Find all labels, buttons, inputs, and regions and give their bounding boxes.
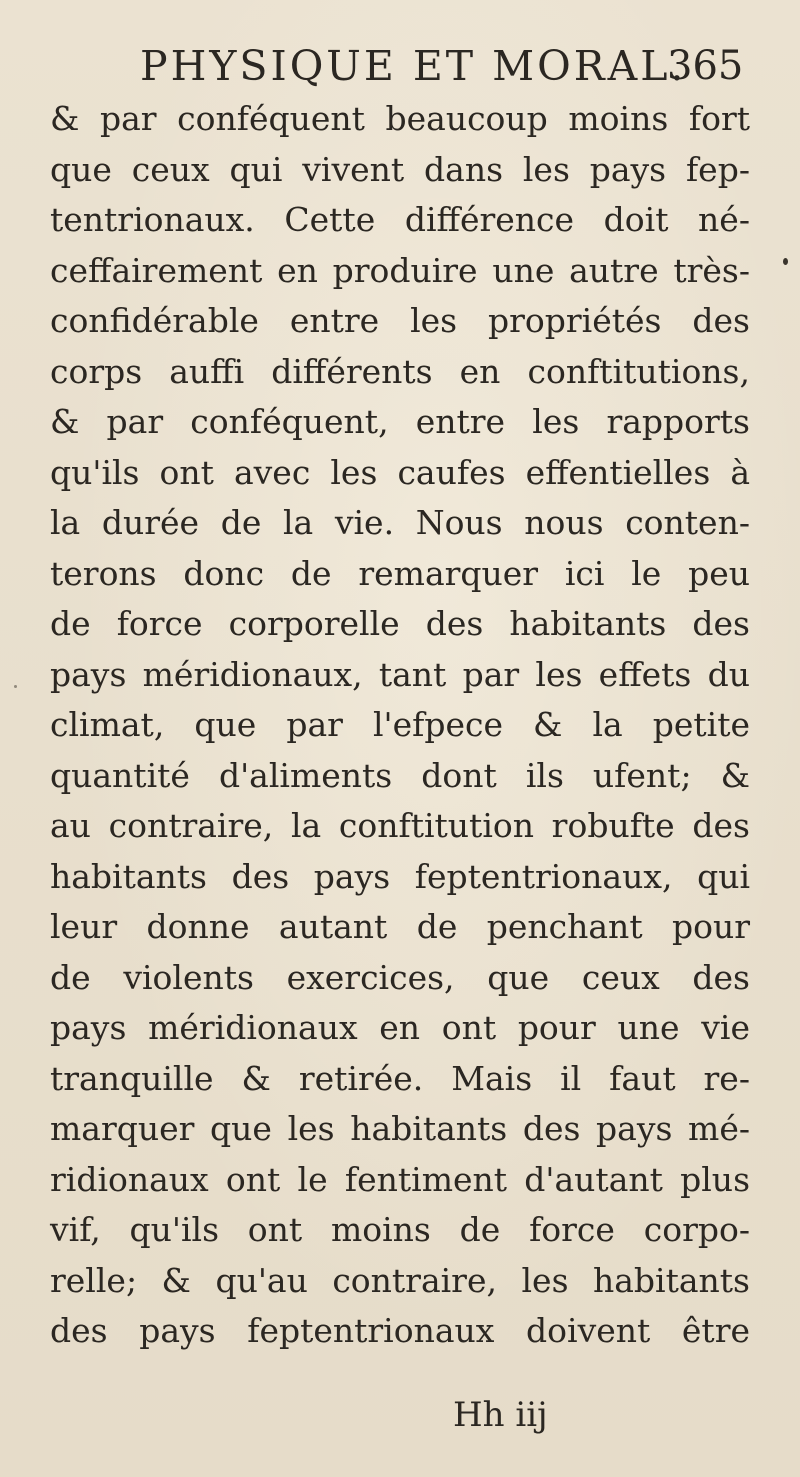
text-line: la durée de la vie. Nous nous conten- bbox=[50, 503, 750, 542]
ink-speck bbox=[783, 258, 788, 265]
text-line: au contraire, la conftitution robufte des bbox=[50, 806, 750, 845]
text-line: tentrionaux. Cette différence doit né- bbox=[50, 200, 750, 239]
page-number: 365 bbox=[667, 43, 744, 89]
text-line: qu'ils ont avec les caufes effentielles à bbox=[50, 452, 750, 492]
text-line: tranquille & retirée. Mais il faut re- bbox=[50, 1058, 750, 1098]
text-line: leur donne autant de penchant pour bbox=[50, 907, 750, 946]
catchword-signature: Hh iij bbox=[453, 1395, 548, 1435]
text-line: terons donc de remarquer ici le peu bbox=[50, 553, 750, 593]
text-line: & par conféquent beaucoup moins fort bbox=[50, 99, 750, 138]
text-line: habitants des pays feptentrionaux, qui bbox=[50, 856, 750, 896]
text-line: pays méridionaux, tant par les effets du bbox=[50, 654, 750, 694]
text-line: vif, qu'ils ont moins de force corpo- bbox=[50, 1210, 750, 1249]
text-line: ceffairement en produire une autre très- bbox=[50, 250, 750, 290]
text-line: des pays feptentrionaux doivent être bbox=[50, 1311, 750, 1350]
text-line: que ceux qui vivent dans les pays fep- bbox=[50, 149, 750, 189]
text-line: climat, que par l'efpece & la petite bbox=[50, 705, 750, 744]
text-line: pays méridionaux en ont pour une vie bbox=[50, 1008, 750, 1047]
body-text bbox=[50, 94, 750, 1357]
text-line: & par conféquent, entre les rapports bbox=[50, 402, 750, 441]
text-line: ridionaux ont le fentiment d'autant plus bbox=[50, 1159, 750, 1199]
running-head bbox=[0, 40, 800, 92]
ink-speck bbox=[14, 685, 17, 688]
text-line: confidérable entre les propriétés des bbox=[50, 301, 750, 340]
text-line: relle; & qu'au contraire, les habitants bbox=[50, 1260, 750, 1300]
text-line: de force corporelle des habitants des bbox=[50, 604, 750, 643]
text-line: de violents exercices, que ceux des bbox=[50, 957, 750, 997]
text-line: marquer que les habitants des pays mé- bbox=[50, 1109, 750, 1148]
text-line: corps auffi différents en conftitutions, bbox=[50, 351, 750, 391]
running-head-title: PHYSIQUE ET MORAL. bbox=[140, 42, 687, 90]
text-line: quantité d'aliments dont ils ufent; & bbox=[50, 755, 750, 795]
